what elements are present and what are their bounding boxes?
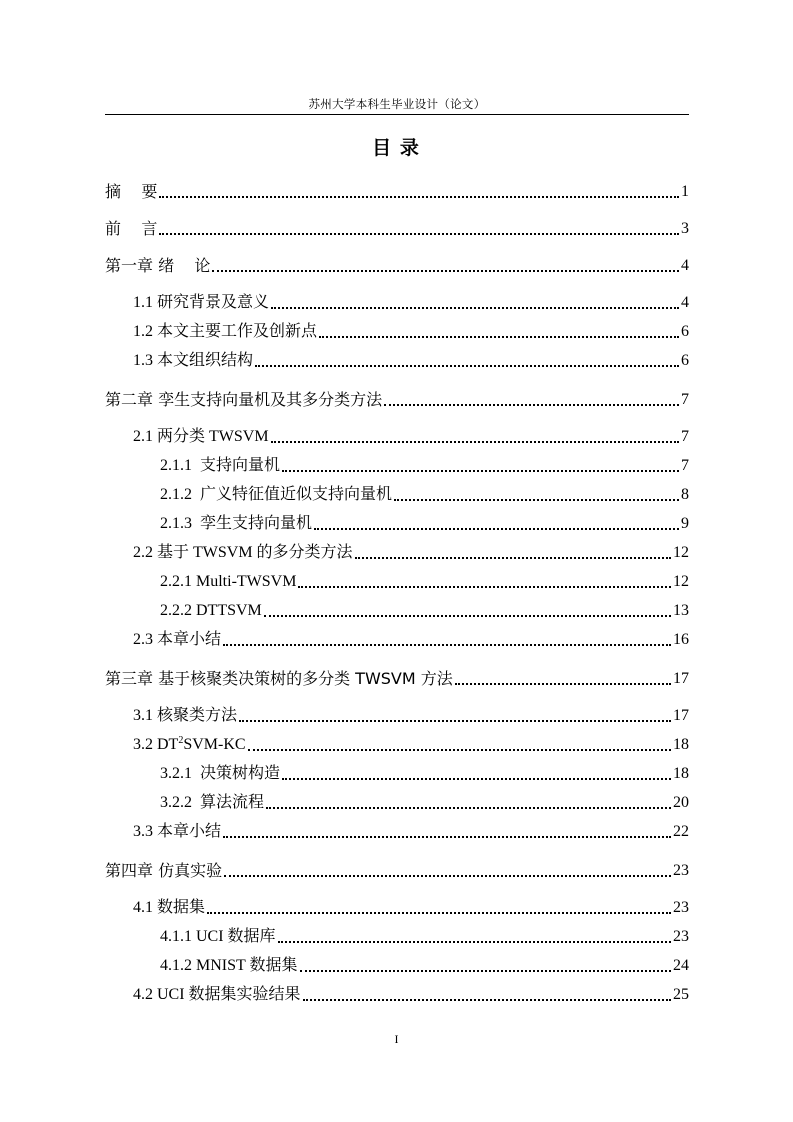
toc-entry-label: 第一章 绪 论 [105, 256, 211, 275]
toc-entry-label: 3.3 本章小结 [133, 823, 222, 840]
toc-entry-section-2-2-2[interactable] [160, 600, 689, 622]
dot-leader [394, 499, 679, 501]
toc-entry-page: 13 [673, 602, 689, 619]
toc-entry-page: 20 [673, 794, 689, 811]
toc-entry-page: 17 [673, 670, 689, 687]
toc-entry-label: 第三章 基于核聚类决策树的多分类 TWSVM 方法 [105, 669, 453, 688]
toc-entry-page: 12 [673, 544, 689, 561]
toc-entry-section-2-3[interactable] [133, 629, 689, 651]
dot-leader [282, 470, 679, 472]
dot-leader [314, 528, 679, 530]
toc-entry-page: 12 [673, 573, 689, 590]
dot-leader [224, 875, 671, 877]
toc-entry-label: 1.2 本文主要工作及创新点 [133, 323, 318, 340]
toc-entry-label: 2.1.3 孪生支持向量机 [160, 515, 313, 532]
toc-entry-section-3-3[interactable] [133, 821, 689, 843]
toc-entry-label: 第四章 仿真实验 [105, 861, 223, 880]
toc-entry-page: 23 [673, 928, 689, 945]
dot-leader [278, 941, 671, 943]
dot-leader [207, 912, 671, 914]
page-number: I [394, 1032, 399, 1046]
toc-entry-page: 23 [673, 862, 689, 879]
toc-entry-label: 2.3 本章小结 [133, 631, 222, 648]
toc-entry-section-1-2[interactable] [133, 321, 689, 343]
toc-entry-page: 7 [681, 428, 689, 445]
toc-entry-abstract[interactable] [105, 181, 689, 203]
dot-leader [271, 441, 679, 443]
toc-entry-page: 17 [673, 707, 689, 724]
dot-leader [319, 336, 679, 338]
toc-entry-section-1-3[interactable] [133, 350, 689, 372]
toc-entry-page: 16 [673, 631, 689, 648]
toc-entry-label: 4.1.1 UCI 数据库 [160, 928, 276, 945]
toc-entry-section-2-1-2[interactable] [160, 484, 689, 506]
toc-entry-section-2-1-3[interactable] [160, 513, 689, 535]
toc-entry-label: 3.2.2 算法流程 [160, 794, 265, 811]
dot-leader [239, 720, 671, 722]
toc-entry-page: 7 [681, 391, 689, 408]
toc-entry-label: 2.2.1 Multi-TWSVM [160, 573, 297, 590]
toc-entry-page: 6 [681, 323, 689, 340]
toc-entry-section-4-2[interactable] [133, 984, 689, 1006]
dot-leader [223, 644, 671, 646]
toc-entry-label: 3.1 核聚类方法 [133, 707, 238, 724]
dot-leader [264, 615, 671, 617]
toc-entry-label: 第二章 孪生支持向量机及其多分类方法 [105, 390, 383, 409]
toc-entry-section-2-2[interactable] [133, 542, 689, 564]
toc-entry-page: 6 [681, 352, 689, 369]
toc-entry-chapter-1[interactable] [105, 255, 689, 277]
dot-leader [303, 999, 671, 1001]
toc-entry-page: 1 [681, 183, 689, 200]
dot-leader [355, 557, 671, 559]
toc-entry-page: 9 [681, 515, 689, 532]
dot-leader [255, 365, 679, 367]
toc-entry-label: 2.2 基于 TWSVM 的多分类方法 [133, 544, 353, 561]
dot-leader [455, 683, 671, 685]
dot-leader [223, 836, 671, 838]
toc-entry-page: 8 [681, 486, 689, 503]
toc-entry-section-4-1-2[interactable] [160, 955, 689, 977]
toc-entry-page: 23 [673, 899, 689, 916]
toc-entry-chapter-2[interactable] [105, 389, 689, 411]
superscript-2: 2 [178, 735, 184, 746]
toc-entry-section-4-1[interactable] [133, 897, 689, 919]
toc-entry-section-2-1-1[interactable] [160, 455, 689, 477]
toc-entry-chapter-3[interactable] [105, 668, 689, 690]
toc-entry-label: 前 言 [105, 219, 158, 238]
dot-leader [159, 196, 679, 198]
toc-entry-label: 2.1.2 广义特征值近似支持向量机 [160, 486, 393, 503]
toc-entry-section-3-2[interactable] [133, 734, 689, 756]
toc-entry-label [133, 734, 246, 756]
toc-entry-section-4-1-1[interactable] [160, 926, 689, 948]
dot-leader [266, 807, 671, 809]
toc-entry-page: 18 [673, 765, 689, 782]
toc-entry-preface[interactable] [105, 218, 689, 240]
toc-title: 目 录 [372, 138, 421, 159]
toc-entry-section-3-1[interactable] [133, 705, 689, 727]
dot-leader [298, 586, 671, 588]
dot-leader [300, 970, 672, 972]
toc-entry-page: 3 [681, 220, 689, 237]
dot-leader [212, 270, 679, 272]
toc-entry-label: 摘 要 [105, 182, 158, 201]
toc-entry-page: 18 [673, 736, 689, 753]
toc-entry-section-3-2-1[interactable] [160, 763, 689, 785]
label-suffix: SVM-KC [183, 736, 246, 753]
header-rule [105, 114, 689, 115]
toc-entry-page: 22 [673, 823, 689, 840]
dot-leader [159, 233, 679, 235]
label-prefix: 3.2 DT [133, 736, 179, 753]
dot-leader [282, 778, 671, 780]
dot-leader [248, 749, 671, 751]
toc-entry-label: 1.3 本文组织结构 [133, 352, 254, 369]
toc-entry-section-2-1[interactable] [133, 426, 689, 448]
toc-entry-label: 4.1 数据集 [133, 899, 206, 916]
toc-entry-page: 25 [673, 986, 689, 1003]
toc-entry-page: 4 [681, 294, 689, 311]
toc-entry-label: 4.2 UCI 数据集实验结果 [133, 986, 301, 1003]
toc-entry-chapter-4[interactable] [105, 860, 689, 882]
toc-entry-label: 3.2.1 决策树构造 [160, 765, 281, 782]
dot-leader [271, 307, 679, 309]
toc-entry-page: 7 [681, 457, 689, 474]
toc-entry-section-3-2-2[interactable] [160, 792, 689, 814]
toc-entry-label: 1.1 研究背景及意义 [133, 294, 270, 311]
toc-entry-section-1-1[interactable] [133, 292, 689, 314]
toc-entry-section-2-2-1[interactable] [160, 571, 689, 593]
toc-entry-label: 2.2.2 DTTSVM [160, 602, 262, 619]
toc-entry-page: 4 [681, 257, 689, 274]
toc-entry-page: 24 [673, 957, 689, 974]
toc-entry-label: 4.1.2 MNIST 数据集 [160, 957, 298, 974]
dot-leader [384, 404, 679, 406]
toc-entry-label: 2.1 两分类 TWSVM [133, 428, 269, 445]
page-header: 苏州大学本科生毕业设计（论文） [308, 99, 486, 111]
toc-entry-label: 2.1.1 支持向量机 [160, 457, 281, 474]
